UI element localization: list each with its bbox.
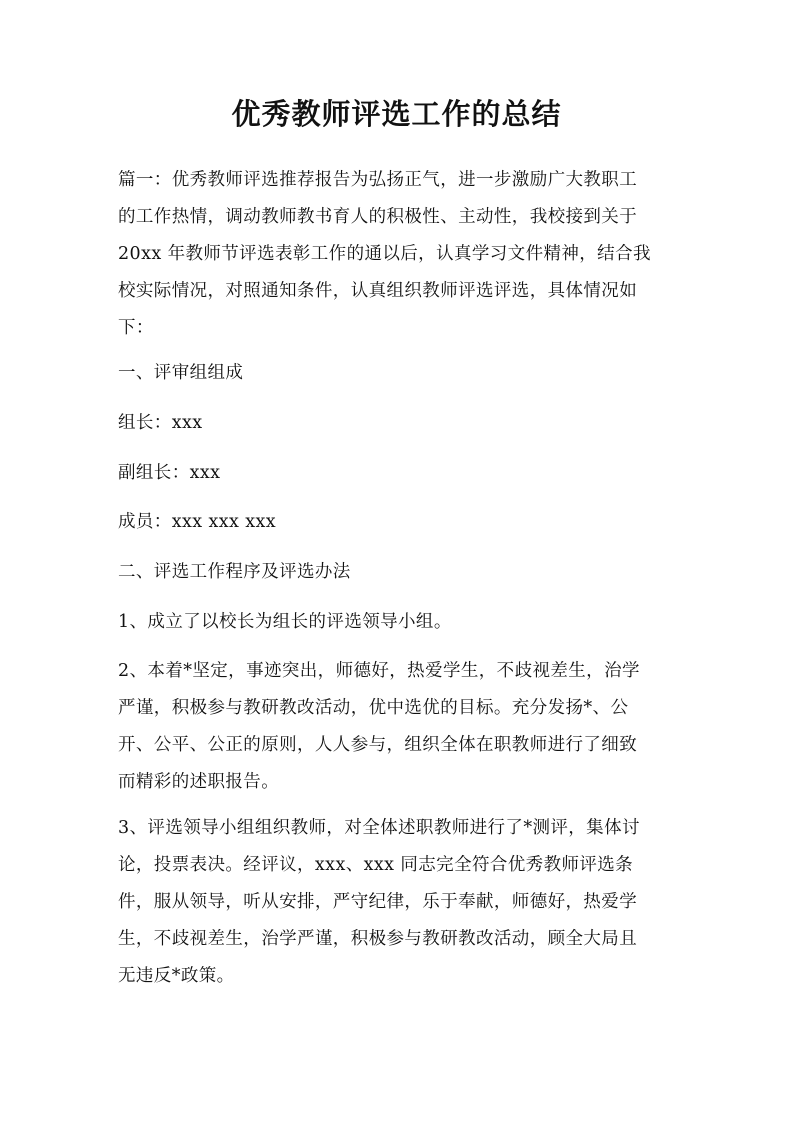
item-2-line: 2、本着*坚定，事迹突出，师德好，热爱学生，不歧视差生，治学 [118,661,640,681]
item-2-line: 开、公平、公正的原则，人人参与，组织全体在职教师进行了细致 [118,735,638,755]
item-3-line: 生，不歧视差生，治学严谨，积极参与教研教改活动，顾全大局且 [118,929,638,949]
leader-line: 组长：xxx [118,413,203,433]
item-3-line: 论，投票表决。经评议，xxx、xxx 同志完全符合优秀教师评选条 [118,855,634,875]
intro-line: 的工作热情，调动教师教书育人的积极性、主动性，我校接到关于 [118,207,638,227]
item-1: 1、成立了以校长为组长的评选领导小组。 [118,612,452,632]
item-2-line: 严谨，积极参与教研教改活动，优中选优的目标。充分发扬*、公 [118,698,629,718]
deputy-leader-line: 副组长：xxx [118,463,221,483]
item-3-line: 件，服从领导，听从安排，严守纪律，乐于奉献，师德好，热爱学 [118,892,638,912]
intro-line: 校实际情况，对照通知条件，认真组织教师评选评选，具体情况如 [118,281,638,301]
document-title: 优秀教师评选工作的总结 [231,97,562,131]
members-line: 成员：xxx xxx xxx [118,512,277,532]
item-3-paragraph [118,810,678,995]
intro-paragraph [118,162,678,347]
item-2-paragraph [118,653,678,801]
item-3-line: 无违反*政策。 [118,966,235,986]
item-2-line: 而精彩的述职报告。 [118,772,280,792]
intro-line: 下： [118,318,154,338]
item-3-line: 3、评选领导小组组织教师，对全体述职教师进行了*测评，集体讨 [118,818,640,838]
section2-heading: 二、评选工作程序及评选办法 [118,562,351,582]
intro-line: 篇一：优秀教师评选推荐报告为弘扬正气，进一步激励广大教职工 [118,170,638,190]
intro-line: 20xx 年教师节评选表彰工作的通以后，认真学习文件精神，结合我 [118,244,651,264]
section1-heading: 一、评审组组成 [118,363,244,383]
